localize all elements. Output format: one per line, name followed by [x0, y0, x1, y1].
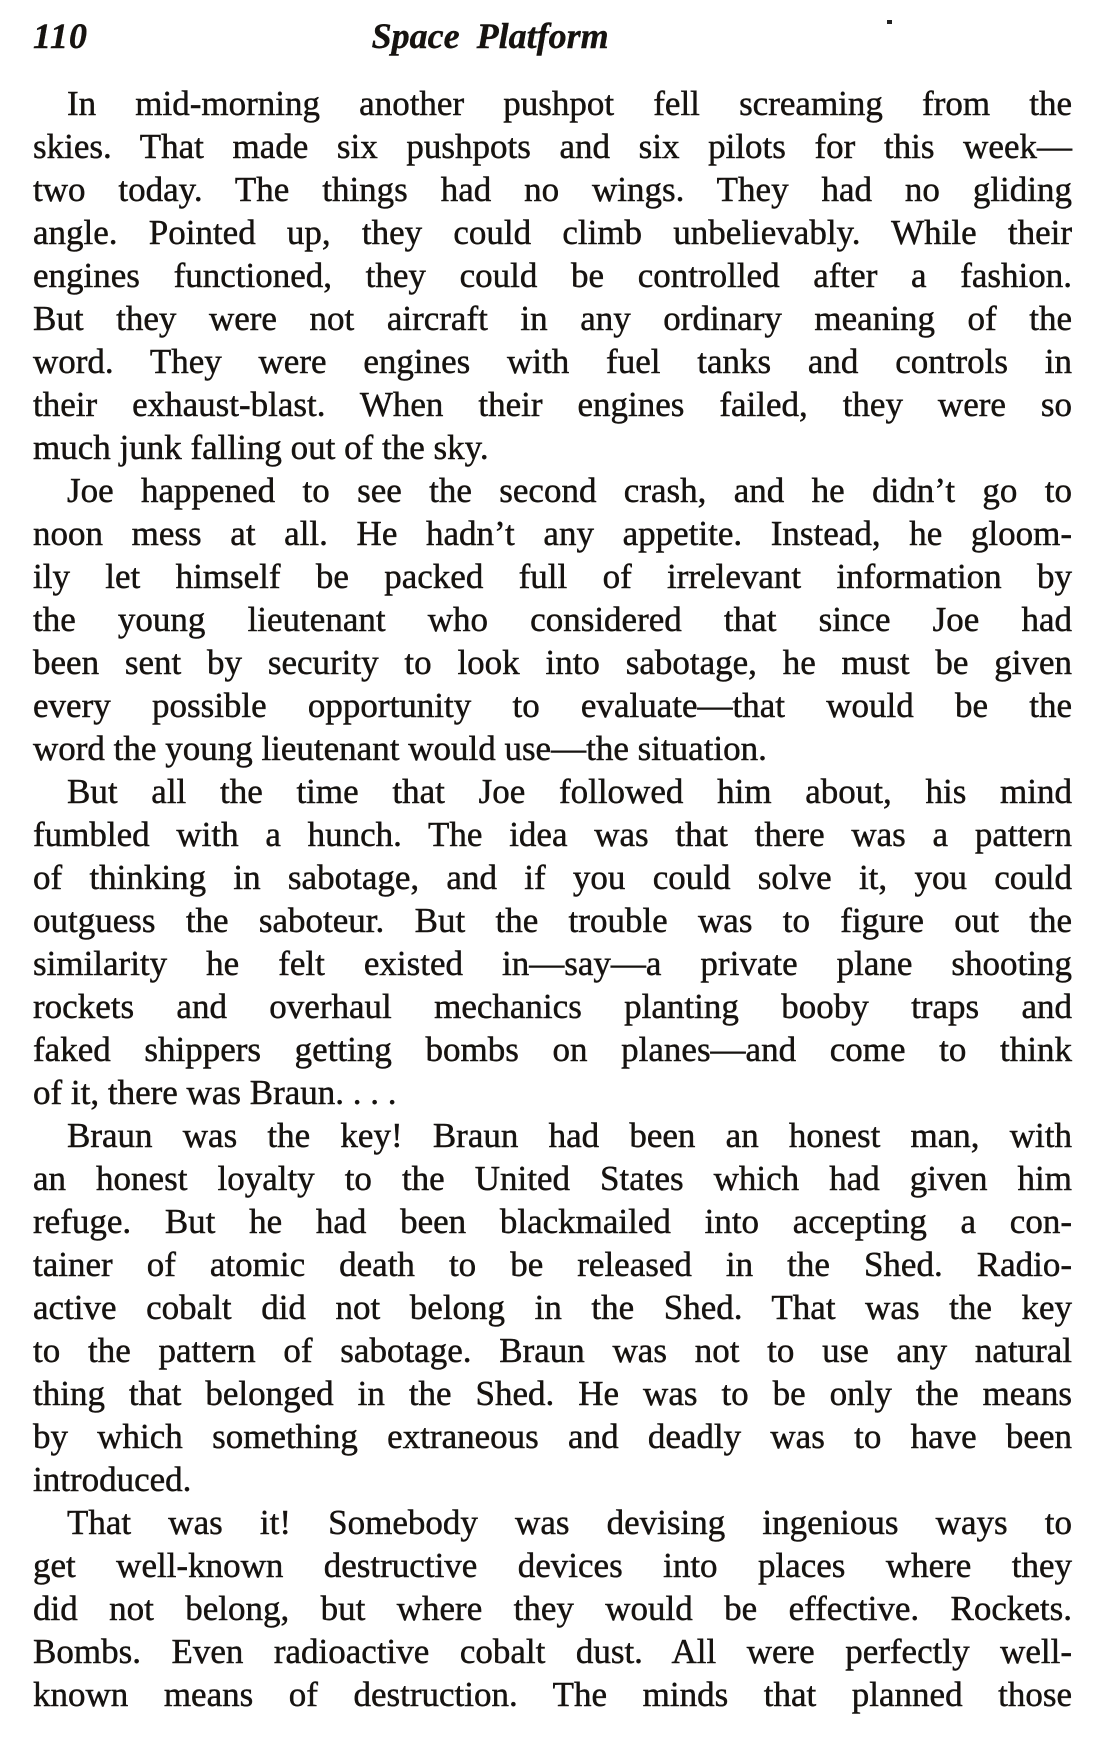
text-line: refuge. But he had been blackmailed into accepting a con-: [33, 1202, 1072, 1241]
paragraph: [33, 469, 1072, 770]
text-line: tainer of atomic death to be released in the Shed. Radio-: [33, 1245, 1072, 1284]
text-line: every possible opportunity to evaluate—that would be the: [33, 686, 1072, 725]
text-line: But all the time that Joe followed him about, his mind: [67, 772, 1072, 811]
text-line: Braun was the key! Braun had been an honest man, with: [67, 1116, 1072, 1155]
text-line: did not belong, but where they would be effective. Rockets.: [33, 1589, 1072, 1628]
text-line: But they were not aircraft in any ordinary meaning of the: [33, 299, 1072, 338]
paragraph: [33, 82, 1072, 469]
text-line: been sent by security to look into sabotage, he must be given: [33, 643, 1072, 682]
text-line: get well-known destructive devices into places where they: [33, 1546, 1072, 1585]
text-line: of thinking in sabotage, and if you could solve it, you could: [33, 858, 1072, 897]
text-line: angle. Pointed up, they could climb unbelievably. While their: [33, 213, 1072, 252]
text-line: active cobalt did not belong in the Shed. That was the key: [33, 1288, 1072, 1327]
text-line: of it, there was Braun. . . .: [33, 1073, 397, 1112]
text-line: Bombs. Even radioactive cobalt dust. All were perfectly well-: [33, 1632, 1072, 1671]
text-line: faked shippers getting bombs on planes—and come to think: [33, 1030, 1072, 1069]
text-line: to the pattern of sabotage. Braun was not to use any natural: [33, 1331, 1072, 1370]
text-line: two today. The things had no wings. They had no gliding: [33, 170, 1072, 209]
text-line: word the young lieutenant would use—the situation.: [33, 729, 767, 768]
text-line: ily let himself be packed full of irrelevant information by: [33, 557, 1072, 596]
text-line: In mid-morning another pushpot fell screaming from the: [67, 84, 1072, 123]
text-line: fumbled with a hunch. The idea was that there was a pattern: [33, 815, 1072, 854]
page-body: [33, 82, 1072, 1716]
text-line: their exhaust-blast. When their engines failed, they were so: [33, 385, 1072, 424]
text-line: by which something extraneous and deadly was to have been: [33, 1417, 1072, 1456]
running-head: [33, 14, 1072, 64]
text-line: thing that belonged in the Shed. He was to be only the means: [33, 1374, 1072, 1413]
text-line: known means of destruction. The minds that planned those: [33, 1675, 1072, 1714]
text-line: Joe happened to see the second crash, and he didn’t go to: [67, 471, 1072, 510]
page-title: Space Platform: [371, 16, 609, 56]
text-line: much junk falling out of the sky.: [33, 428, 489, 467]
text-line: the young lieutenant who considered that since Joe had: [33, 600, 1072, 639]
text-line: skies. That made six pushpots and six pilots for this week—: [33, 127, 1072, 166]
text-line: word. They were engines with fuel tanks and controls in: [33, 342, 1072, 381]
text-line: an honest loyalty to the United States which had given him: [33, 1159, 1072, 1198]
paragraph: [33, 770, 1072, 1114]
text-line: engines functioned, they could be controlled after a fashion.: [33, 256, 1072, 295]
text-line: rockets and overhaul mechanics planting booby traps and: [33, 987, 1072, 1026]
page-number: 110: [33, 16, 89, 56]
text-line: introduced.: [33, 1460, 192, 1499]
text-line: noon mess at all. He hadn’t any appetite. Instead, he gloom-: [33, 514, 1072, 553]
paragraph: [33, 1501, 1072, 1716]
text-line: similarity he felt existed in—say—a private plane shooting: [33, 944, 1072, 983]
text-line: outguess the saboteur. But the trouble was to figure out the: [33, 901, 1072, 940]
scan-artifact-dot: [887, 20, 892, 24]
text-line: That was it! Somebody was devising ingenious ways to: [67, 1503, 1072, 1542]
paragraph: [33, 1114, 1072, 1501]
